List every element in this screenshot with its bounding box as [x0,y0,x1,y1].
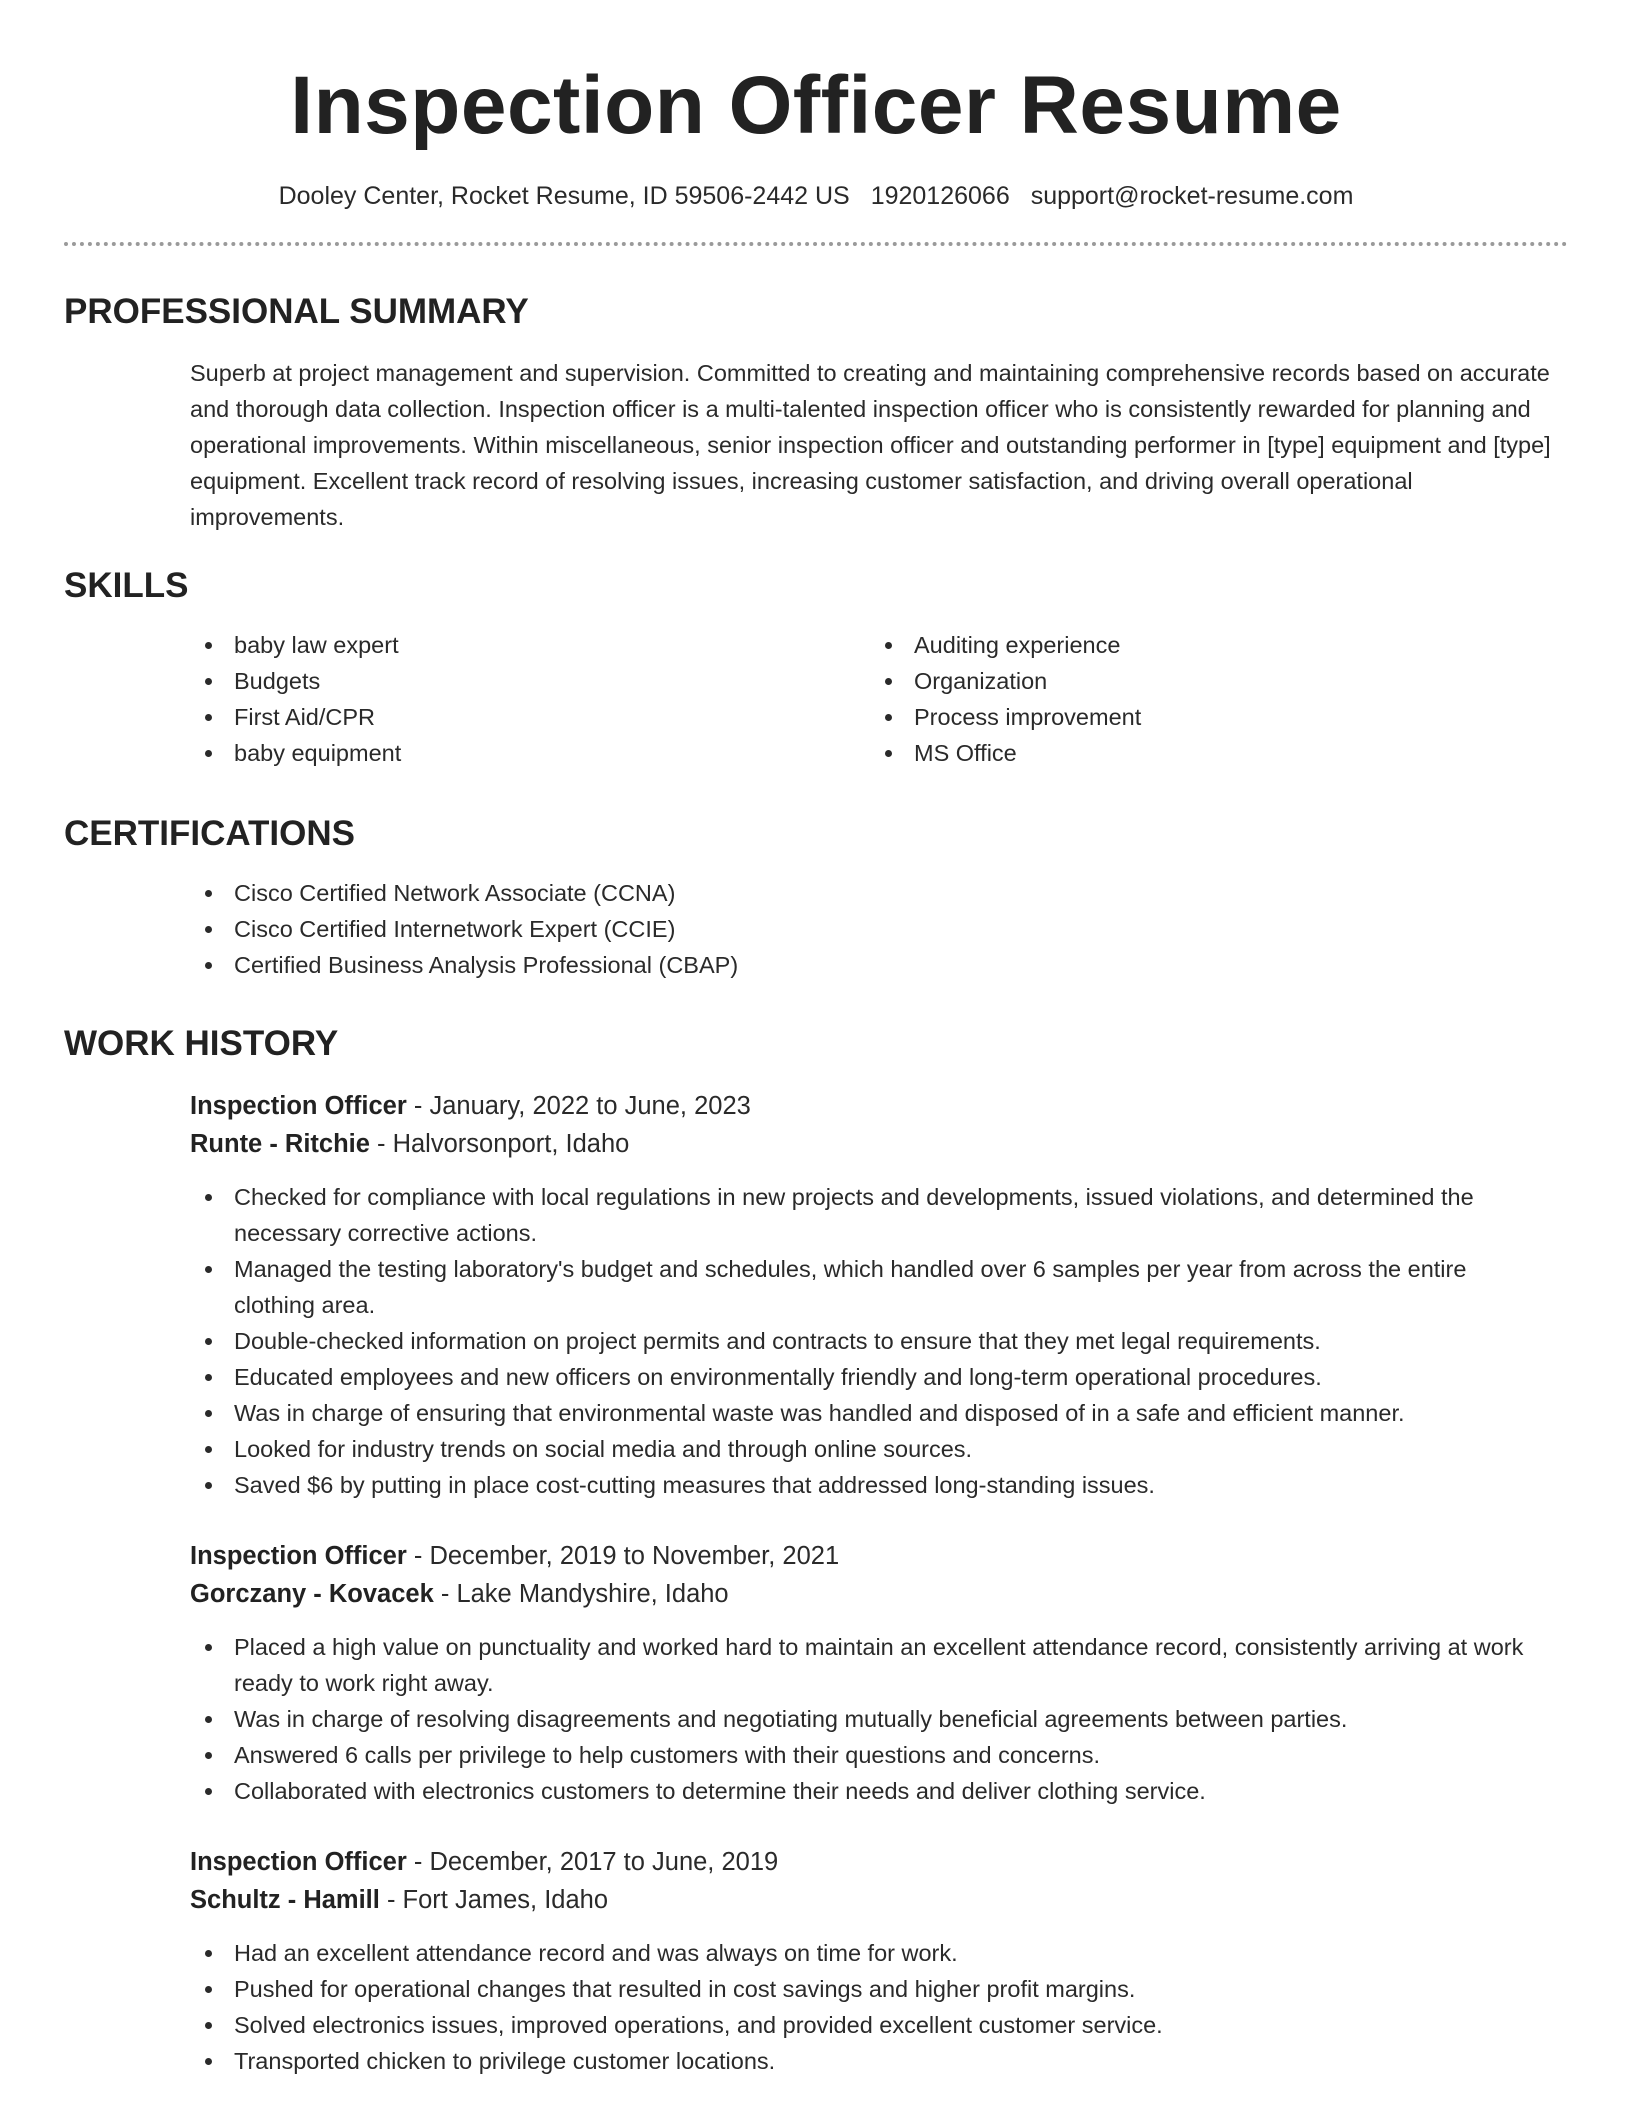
job-bullets [190,1629,1568,1809]
skill-item: Process improvement [870,699,1550,735]
certifications-heading: CERTIFICATIONS [64,814,356,853]
job-entry [190,1537,1568,1809]
job-entry [190,1843,1568,2079]
job-company-line [190,1575,1568,1613]
job-title-line [190,1087,1568,1125]
job-bullets [190,1179,1568,1503]
certification-item: Cisco Certified Network Associate (CCNA) [190,875,1568,911]
job-bullet: Collaborated with electronics customers to determine their needs and deliver clothing service. [190,1773,1568,1809]
job-company-line [190,1125,1568,1163]
job-company-line [190,1881,1568,1919]
certifications-section [64,813,1568,983]
job-bullet: Looked for industry trends on social media and through online sources. [190,1431,1568,1467]
certifications-list [190,875,1568,983]
job-company: Gorczany - Kovacek [190,1580,434,1608]
skill-item: Auditing experience [870,627,1550,663]
job-company: Runte - Ritchie [190,1130,370,1158]
summary-text: Superb at project management and supervision. Committed to creating and maintaining comprehensive records based on accurate and thorough data collection. Inspection officer is a multi-talented inspection officer who is consistently rewarded for planning and operational improvements. Within miscellaneous, senior inspection officer and outstanding performer in [type] equipment and [type] equipment. Excellent track record of resolving issues, increasing customer satisfaction, and driving overall operational improvements. [190,360,1551,530]
job-location: - Halvorsonport, Idaho [369,1130,630,1158]
job-location: - Lake Mandyshire, Idaho [433,1580,729,1608]
job-bullet: Was in charge of ensuring that environmental waste was handled and disposed of in a safe and efficient manner. [190,1395,1568,1431]
job-bullet: Answered 6 calls per privilege to help customers with their questions and concerns. [190,1737,1568,1773]
job-bullet: Pushed for operational changes that resulted in cost savings and higher profit margins. [190,1971,1568,2007]
contact-phone[interactable]: 1920126066 [870,182,1010,210]
job-bullet: Double-checked information on project permits and contracts to ensure that they met legal requirements. [190,1323,1568,1359]
job-bullet: Checked for compliance with local regulations in new projects and developments, issued violations, and determined the necessary corrective actions. [190,1179,1568,1251]
job-dates: - January, 2022 to June, 2023 [406,1092,751,1120]
skills-grid [190,627,1568,771]
skills-column-right [870,627,1550,771]
job-company: Schultz - Hamill [190,1886,380,1914]
job-bullet: Saved $6 by putting in place cost-cutting measures that addressed long-standing issues. [190,1467,1568,1503]
skills-column-left [190,627,870,771]
job-title: Inspection Officer [190,1542,407,1570]
skills-heading: SKILLS [64,566,189,605]
skill-item: Budgets [190,663,870,699]
job-bullets [190,1935,1568,2079]
job-title-line [190,1843,1568,1881]
job-bullet: Placed a high value on punctuality and worked hard to maintain an excellent attendance record, consistently arriving at work ready to work right away. [190,1629,1568,1701]
job-bullet: Had an excellent attendance record and was always on time for work. [190,1935,1568,1971]
certification-item: Cisco Certified Internetwork Expert (CCIE) [190,911,1568,947]
contact-address: Dooley Center, Rocket Resume, ID 59506-2442 US [278,182,850,210]
job-dates: - December, 2019 to November, 2021 [406,1542,840,1570]
header-divider [64,242,1568,246]
summary-heading: PROFESSIONAL SUMMARY [64,292,529,331]
contact-email[interactable]: support@rocket-resume.com [1030,182,1354,210]
job-title-line [190,1537,1568,1575]
job-title: Inspection Officer [190,1848,407,1876]
summary-section [64,291,1568,535]
job-title: Inspection Officer [190,1092,407,1120]
contact-line [64,180,1568,212]
skill-item: First Aid/CPR [190,699,870,735]
job-bullet: Managed the testing laboratory's budget and schedules, which handled over 6 samples per year from across the entire clothing area. [190,1251,1568,1323]
skill-item: MS Office [870,735,1550,771]
job-entry [190,1087,1568,1503]
skill-item: baby equipment [190,735,870,771]
job-dates: - December, 2017 to June, 2019 [406,1848,779,1876]
job-bullet: Educated employees and new officers on environmentally friendly and long-term operational procedures. [190,1359,1568,1395]
skill-item: baby law expert [190,627,870,663]
skill-item: Organization [870,663,1550,699]
certification-item: Certified Business Analysis Professional (CBAP) [190,947,1568,983]
skills-section [64,565,1568,771]
job-bullet: Solved electronics issues, improved operations, and provided excellent customer service. [190,2007,1568,2043]
work-history-heading: WORK HISTORY [64,1024,339,1063]
work-history-section [64,1023,1568,2079]
job-bullet: Was in charge of resolving disagreements and negotiating mutually beneficial agreements between parties. [190,1701,1568,1737]
resume-title: Inspection Officer Resume [290,60,1342,151]
job-location: - Fort James, Idaho [379,1886,609,1914]
job-bullet: Transported chicken to privilege customer locations. [190,2043,1568,2079]
